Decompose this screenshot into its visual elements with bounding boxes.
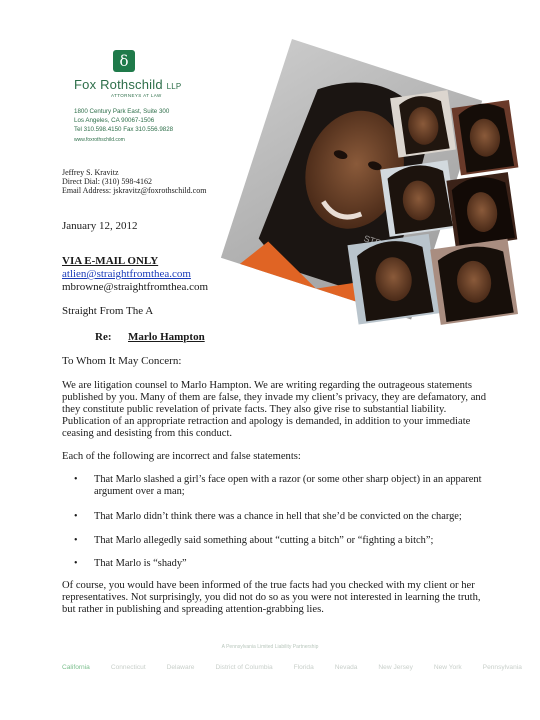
firm-subtitle: ATTORNEYS AT LAW: [111, 93, 162, 98]
list-intro: Each of the following are incorrect and false statements:: [62, 451, 301, 462]
firm-logo-icon: δ: [113, 50, 135, 72]
sender-direct-dial: Direct Dial: (310) 598-4162: [62, 177, 152, 186]
footer-office: New Jersey: [378, 664, 413, 671]
sender-name: Jeffrey S. Kravitz: [62, 168, 119, 177]
recipient-email-link[interactable]: atlien@straightfromthea.com: [62, 268, 191, 280]
footer-partnership-note: A Pennsylvania Limited Liability Partnership: [221, 644, 319, 650]
bullet-icon: •: [74, 474, 78, 485]
footer-office: New York: [433, 664, 462, 671]
footer-office: Nevada: [334, 664, 358, 671]
salutation: To Whom It May Concern:: [62, 355, 182, 367]
recipient-email-2: mbrowne@straightfromthea.com: [62, 281, 209, 293]
recipient-name: Straight From The A: [62, 305, 154, 317]
re-subject: Marlo Hampton: [128, 331, 205, 343]
letter-date: January 12, 2012: [62, 220, 138, 232]
firm-name: [74, 77, 181, 92]
footer-office: District of Columbia: [215, 664, 273, 671]
bullet-icon: •: [74, 535, 78, 546]
footer-office: Florida: [293, 664, 314, 671]
sender-email: Email Address: jskravitz@foxrothschild.com: [62, 186, 207, 195]
false-statement-item: That Marlo allegedly said something about “cutting a bitch” or “fighting a bitch”;: [94, 535, 434, 546]
firm-phone-fax: Tel 310.598.4150 Fax 310.556.9828: [74, 126, 174, 133]
opening-paragraph: We are litigation counsel to Marlo Hampton. We are writing regarding the outrageous statements published by you. Many of them are false, they invade my client’s privacy, they are defamatory, and they constitute public revelation of private facts. They also give rise to substantial liability. Publication of an appropriate retraction and apology is demanded, in addition to your immediate ceasing and desisting from this conduct.: [62, 380, 487, 439]
delivery-method: VIA E-MAIL ONLY: [62, 255, 159, 267]
footer-office: California: [62, 664, 90, 671]
footer-office-list: [62, 664, 522, 671]
closing-paragraph: Of course, you would have been informed of the true facts had you checked with my client or her representatives. Not surprisingly, you did not do so as you were not interested in learning the truth, but rather in publishing and spreading attention-grabbing lies.: [62, 580, 481, 615]
firm-website: www.foxrothschild.com: [74, 137, 125, 143]
false-statement-item: That Marlo didn’t think there was a chance in hell that she’d be convicted on the charge;: [94, 511, 462, 522]
firm-suffix: LLP: [166, 82, 182, 91]
re-label: Re:: [95, 331, 112, 343]
bullet-icon: •: [74, 558, 78, 569]
firm-address-line-2: Los Angeles, CA 90067-1506: [74, 117, 155, 124]
footer-office: Delaware: [166, 664, 195, 671]
false-statement-item: That Marlo is “shady”: [94, 558, 187, 569]
bullet-icon: •: [74, 511, 78, 522]
photo-collage-graphic: [222, 64, 522, 326]
footer-office: Pennsylvania: [482, 664, 522, 671]
photo-collage: [222, 64, 522, 326]
footer-office: Connecticut: [110, 664, 146, 671]
firm-name-text: Fox Rothschild: [74, 77, 163, 92]
false-statement-item: That Marlo slashed a girl’s face open with a razor (or some other sharp object) in an apparent argument over a man;: [94, 474, 482, 497]
firm-address-line-1: 1800 Century Park East, Suite 300: [74, 108, 170, 115]
